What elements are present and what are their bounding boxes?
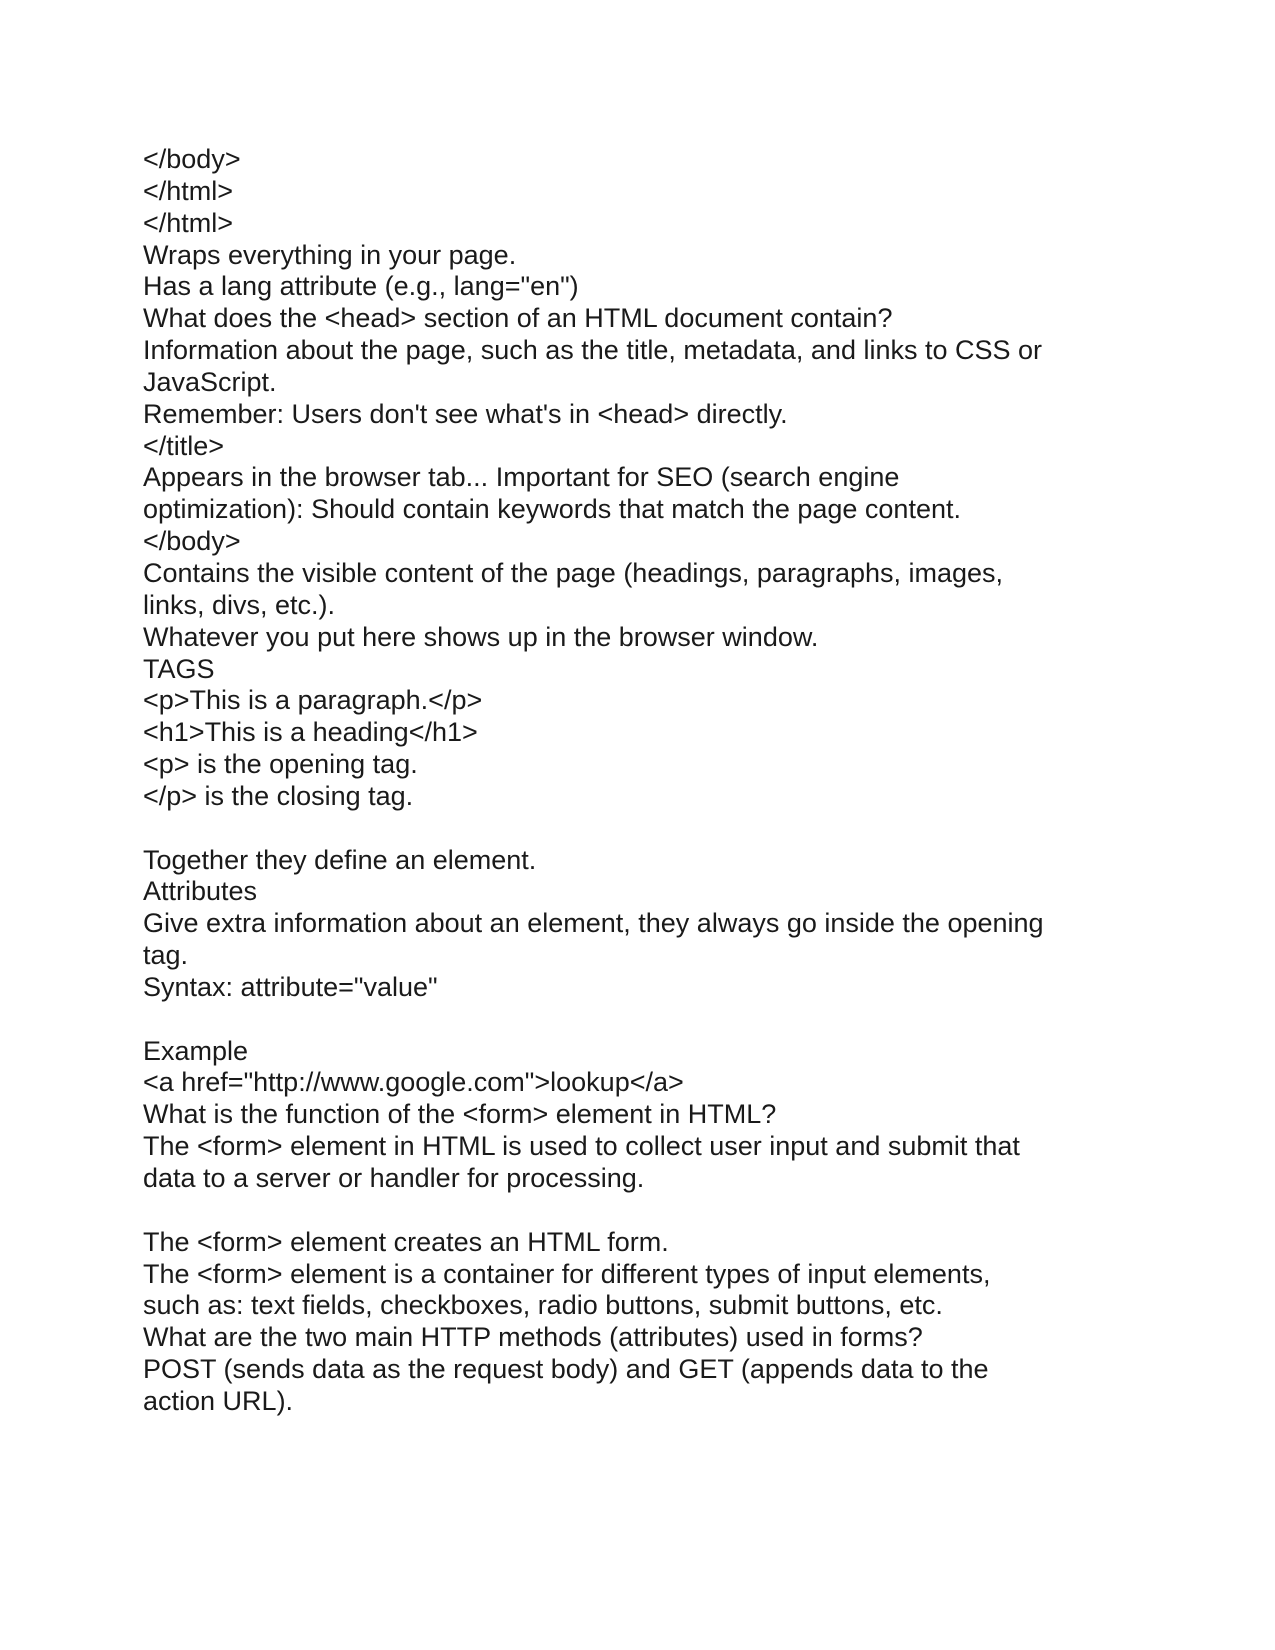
text-line: action URL). xyxy=(143,1385,294,1416)
text-line: data to a server or handler for processing. xyxy=(143,1163,645,1193)
text-line: </html> xyxy=(143,175,234,206)
text-line: <a href="http://www.google.com">lookup</a> xyxy=(143,1067,684,1098)
text-line: The <form> element is a container for different types of input elements, xyxy=(143,1258,991,1289)
text-line: such as: text fields, checkboxes, radio buttons, submit buttons, etc. xyxy=(143,1290,943,1321)
text-line: Together they define an element. xyxy=(143,844,537,875)
text-line: Example xyxy=(143,1035,249,1066)
blank-line xyxy=(143,813,1044,845)
text-line: </p> is the closing tag. xyxy=(143,780,414,811)
text-line: The <form> element creates an HTML form. xyxy=(143,1226,669,1257)
text-line: Syntax: attribute="value" xyxy=(143,971,438,1002)
text-line: <p> is the opening tag. xyxy=(143,749,418,780)
text-line: Appears in the browser tab... Important for SEO (search engine xyxy=(143,462,900,493)
text-line: The <form> element in HTML is used to collect user input and submit that xyxy=(143,1131,1020,1162)
text-line: Has a lang attribute (e.g., lang="en") xyxy=(143,271,579,302)
text-line: </title> xyxy=(143,430,225,461)
text-line: Attributes xyxy=(143,876,258,907)
text-line: TAGS xyxy=(143,653,215,684)
text-line: What are the two main HTTP methods (attributes) used in forms? xyxy=(143,1322,923,1353)
document-body xyxy=(143,144,1044,1418)
text-line: Whatever you put here shows up in the browser window. xyxy=(143,621,819,652)
text-line: <h1>This is a heading</h1> xyxy=(143,717,478,748)
text-line: <p>This is a paragraph.</p> xyxy=(143,685,483,716)
text-line: Remember: Users don't see what's in <head> directly. xyxy=(143,398,788,429)
text-line: </html> xyxy=(143,207,234,238)
blank-line xyxy=(143,1004,1044,1036)
text-line: JavaScript. xyxy=(143,366,277,397)
text-line: links, divs, etc.). xyxy=(143,589,336,620)
text-line: What does the <head> section of an HTML document contain? xyxy=(143,303,893,334)
text-line: tag. xyxy=(143,940,189,971)
text-line: Wraps everything in your page. xyxy=(143,239,517,270)
text-line: POST (sends data as the request body) and GET (appends data to the xyxy=(143,1354,989,1385)
text-line: Give extra information about an element, they always go inside the opening xyxy=(143,908,1044,939)
text-line: </body> xyxy=(143,526,241,557)
text-line: Contains the visible content of the page (headings, paragraphs, images, xyxy=(143,557,1004,588)
text-line: optimization): Should contain keywords that match the page content. xyxy=(143,494,961,525)
blank-line xyxy=(143,1195,1044,1227)
text-line: What is the function of the <form> element in HTML? xyxy=(143,1099,777,1130)
text-line: Information about the page, such as the title, metadata, and links to CSS or xyxy=(143,335,1043,366)
text-line: </body> xyxy=(143,144,241,174)
